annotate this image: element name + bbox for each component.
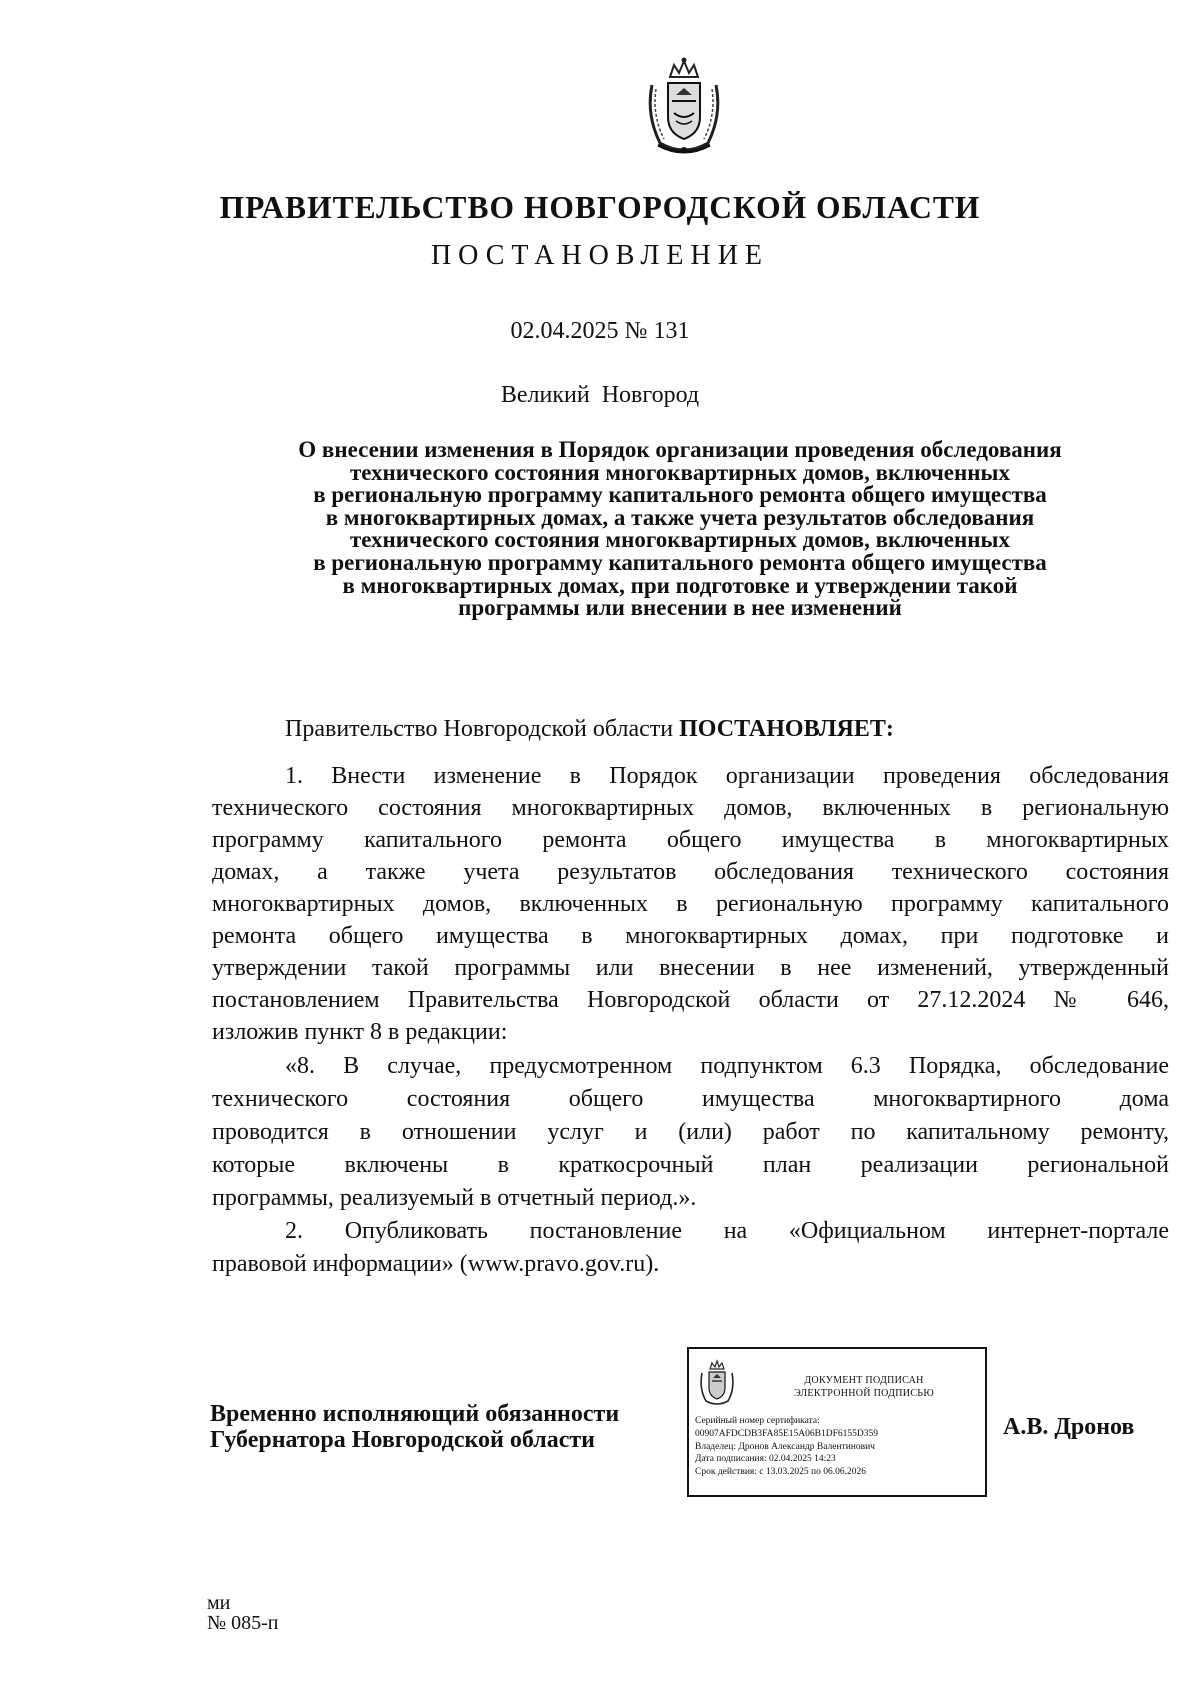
organization-title: ПРАВИТЕЛЬСТВО НОВГОРОДСКОЙ ОБЛАСТИ (219, 190, 981, 225)
subject-line: в многоквартирных домах, при подготовке и утверждении такой (342, 572, 1018, 598)
item1-line: многоквартирных домов, включенных в региональную программу капитального (212, 891, 1169, 917)
stamp-heading (744, 1375, 984, 1400)
item2-line: правовой информации» (www.pravo.gov.ru). (212, 1251, 660, 1277)
stamp-owner: Владелец: Дронов Александр Валентинович (695, 1441, 875, 1452)
stamp-validity: Срок действия: с 13.03.2025 по 06.06.2026 (695, 1467, 866, 1478)
subject-heading (180, 439, 1180, 620)
coat-of-arms-icon (640, 55, 728, 159)
quote-line: программы, реализуемый в отчетный период.». (212, 1185, 697, 1211)
quote-line: технического состояния общего имущества многоквартирного дома (212, 1086, 1169, 1112)
stamp-cert-label: Серийный номер сертификата: (695, 1416, 820, 1426)
item1-line: программу капитального ремонта общего имущества в многоквартирных (212, 827, 1169, 853)
item1-line: 1. Внести изменение в Порядок организации проведения обследования (285, 763, 1169, 789)
executor-initials: ми (207, 1592, 231, 1614)
stamp-signed-date: Дата подписания: 02.04.2025 14:23 (695, 1454, 836, 1465)
subject-line: в региональную программу капитального ремонта общего имущества (313, 549, 1047, 575)
item1-line: технического состояния многоквартирных домов, включенных в региональную (212, 795, 1169, 821)
stamp-heading-line: ЭЛЕКТРОННОЙ ПОДПИСЬЮ (794, 1387, 934, 1399)
preamble-text: Правительство Новгородской области (285, 716, 680, 742)
preamble (285, 716, 894, 743)
signer-title-line: Временно исполняющий обязанности (210, 1401, 620, 1427)
signer-title (210, 1402, 619, 1453)
item1-line: изложив пункт 8 в редакции: (212, 1019, 508, 1045)
item1-line: постановлением Правительства Новгородской области от 27.12.2024 № 646, (212, 987, 1169, 1013)
quote-line: которые включены в краткосрочный план реализации региональной (212, 1152, 1169, 1178)
register-number: № 085-п (207, 1612, 279, 1634)
stamp-cert-number: 00907AFDCDB3FA85E15A06B1DF6155D359 (695, 1428, 878, 1439)
electronic-signature-stamp (687, 1347, 987, 1497)
preamble-decree: ПОСТАНОВЛЯЕТ: (679, 716, 894, 742)
signer-name: А.В. Дронов (1003, 1414, 1135, 1440)
subject-line: технического состояния многоквартирных домов, включенных (350, 459, 1010, 485)
subject-line: технического состояния многоквартирных домов, включенных (350, 527, 1010, 553)
item1-line: ремонта общего имущества в многоквартирных домах, при подготовке и (212, 923, 1169, 949)
item1-line: домах, а также учета результатов обследования технического состояния (212, 859, 1169, 885)
quote-line: проводится в отношении услуг и (или) работ по капитальному ремонту, (212, 1119, 1169, 1145)
item2-line: 2. Опубликовать постановление на «Официальном интернет-портале (285, 1218, 1169, 1244)
document-type: ПОСТАНОВЛЕНИЕ (430, 240, 770, 271)
footer-reference (207, 1593, 278, 1633)
city: Великий Новгород (500, 382, 700, 408)
stamp-details (695, 1415, 985, 1479)
subject-line: программы или внесении в нее изменений (458, 595, 902, 621)
subject-line: в многоквартирных домах, а также учета результатов обследования (325, 504, 1035, 530)
date-and-number: 02.04.2025 № 131 (510, 318, 690, 344)
subject-line: О внесении изменения в Порядок организации проведения обследования (298, 437, 1062, 462)
stamp-heading-line: ДОКУМЕНТ ПОДПИСАН (804, 1375, 924, 1386)
quote-line: «8. В случае, предусмотренном подпунктом 6.3 Порядка, обследование (285, 1053, 1169, 1079)
subject-line: в региональную программу капитального ремонта общего имущества (313, 482, 1047, 508)
item1-line: утверждении такой программы или внесении в нее изменений, утвержденный (212, 955, 1169, 981)
coat-of-arms-icon (697, 1359, 737, 1407)
signer-title-line: Губернатора Новгородской области (210, 1426, 596, 1453)
